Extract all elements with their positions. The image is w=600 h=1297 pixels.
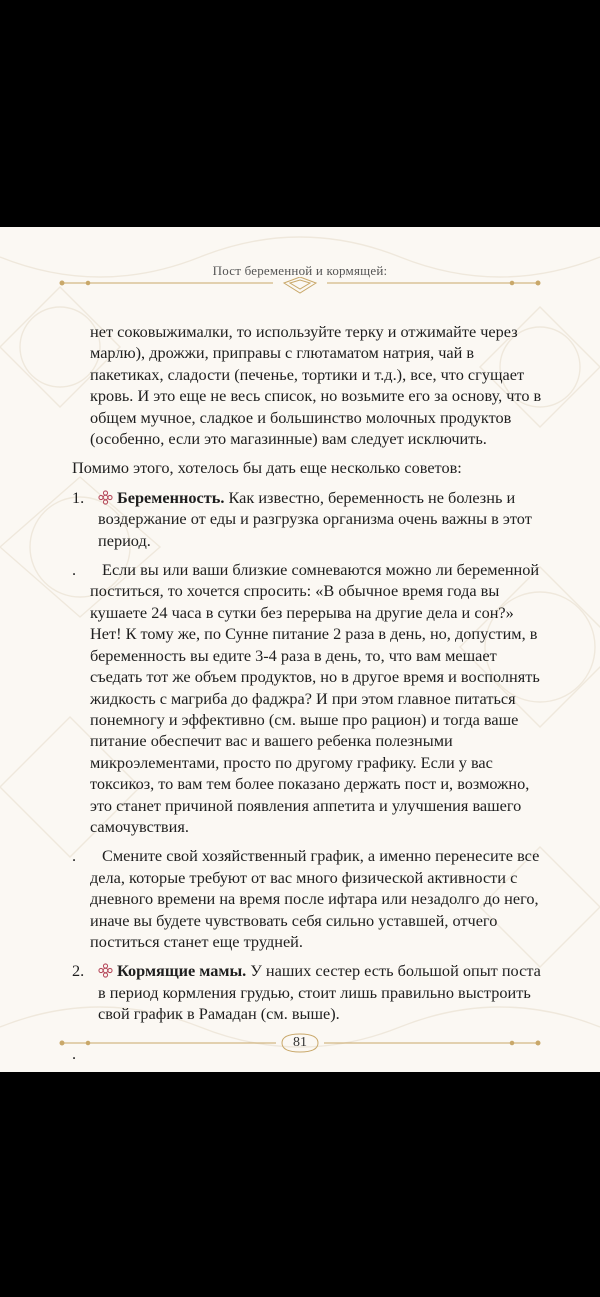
bullet-paragraph — [72, 559, 546, 837]
page-content — [72, 321, 546, 1064]
running-header: Пост беременной и кормящей: — [212, 263, 388, 278]
bullet-marker: . — [72, 560, 77, 580]
bullet-text: Смените свой хозяйственный график, а именно перенесите все дела, которые требуют от вас много физической активности с дневного времени на время после ифтара или незадолго до него, иначе вы будете чувствовать себя сильно уставшей, отчего поститься станет еще трудней. — [90, 846, 540, 951]
list-number: 2. — [72, 961, 85, 981]
bullet-paragraph — [72, 845, 546, 952]
list-item-pregnancy — [72, 487, 546, 551]
bullet-marker: . — [72, 1043, 77, 1063]
item-title: Кормящие мамы. — [117, 961, 247, 981]
bullet-text: Если вы или ваши близкие сомневаются можно ли беременной поститься, то хочется спросить: «В обычное время года вы кушаете 24 часа в сутки без перерыва на другие дела и сон?» Нет! К тому же, по Сунне питание 2 раза в день, но, допустим, в беременность вы едите 3-4 раза в день, то, что вам мешает съедать тот же объем продуктов, но в другое время и восполнять жидкость с магриба до фаджра? И при этом главное питаться понемногу и эффективно (см. выше про рацион) и тогда ваше питание обеспечит вас и вашего ребенка полезными микроэлементами, просто по другому графику. Если у вас токсикоз, то вам тем более показано держать пост и, возможно, это станет причиной появления аппетита и улучшения вашего самочувствия. — [90, 560, 540, 836]
item-title: Беременность. — [117, 487, 225, 507]
book-page — [0, 227, 600, 1072]
ornament-flower-icon — [98, 963, 113, 978]
item-text: У наших сестер есть большой опыт поста в период кормления грудью, стоит лишь правильно выстроить свой график в Рамадан (см. выше). — [98, 961, 541, 1024]
list-item-nursing — [72, 960, 546, 1024]
list-number: 1. — [72, 487, 85, 507]
intro-paragraph: Помимо этого, хотелось бы дать еще несколько советов: — [72, 458, 462, 478]
continuation-paragraph: нет соковыжималки, то используйте терку и отжимайте через марлю), дрожжи, приправы с глютаматом натрия, чай в пакетиках, сладости (печенье, тортики и т.д.), все, что сгущает кровь. И это еще не весь список, но возьмите его за основу, что в общем мучное, сладкое и большинство молочных продуктов (особенно, если это магазинные) вам следует исключить. — [90, 322, 542, 449]
item-text: Как известно, беременность не болезнь и воздержание от еды и разгрузка организма очень важны в этот период. — [98, 487, 532, 550]
page-number: 81 — [293, 1035, 307, 1050]
bullet-marker: . — [72, 846, 77, 866]
ornament-flower-icon — [98, 490, 113, 505]
header-ornament-icon — [290, 282, 310, 292]
